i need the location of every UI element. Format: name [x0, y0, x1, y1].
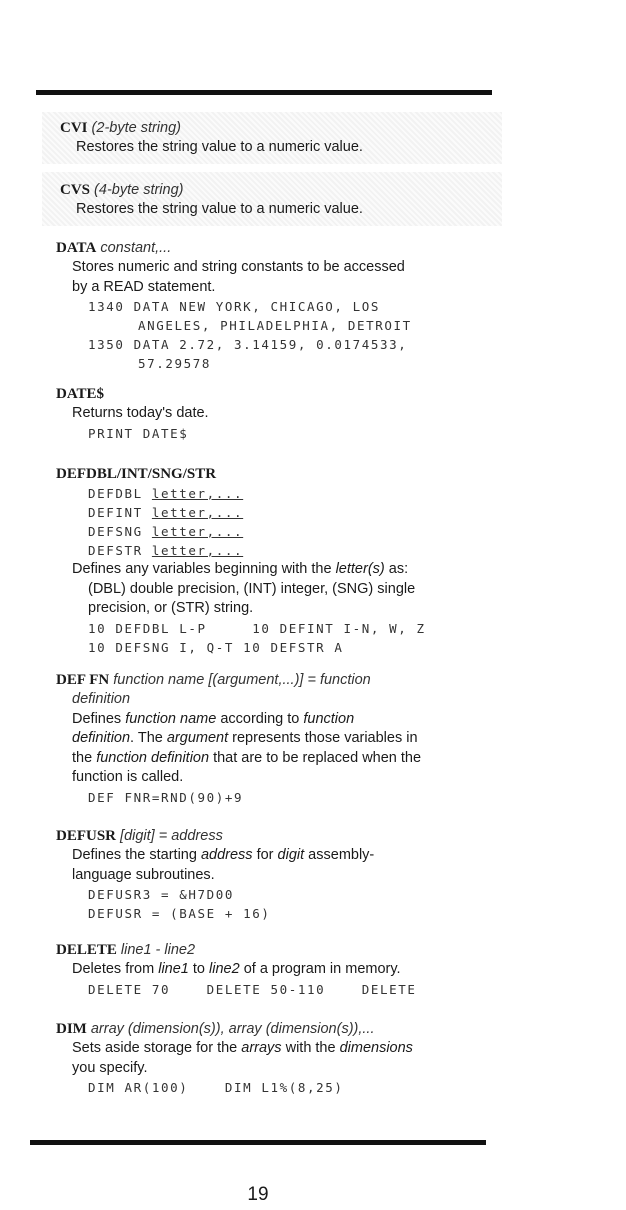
entry-dim	[56, 1019, 486, 1097]
desc-cvi: Restores the string value to a numeric value.	[76, 139, 363, 155]
text: Defines	[72, 710, 126, 727]
entry-defdbl	[56, 464, 486, 657]
desc-dates: Returns today's date.	[72, 405, 209, 421]
code-line: DEFUSR = (BASE + 16)	[88, 906, 271, 921]
code-line: 1340 DATA NEW YORK, CHICAGO, LOS	[88, 299, 381, 314]
text: the	[72, 749, 97, 766]
text-italic: function definition	[96, 749, 210, 766]
letter-arg: letter,...	[151, 524, 244, 539]
desc-cvs: Restores the string value to a numeric value.	[76, 201, 363, 217]
text: according to	[216, 710, 304, 727]
letter-arg: letter,...	[151, 486, 244, 501]
text: with the	[281, 1040, 340, 1056]
bottom-rule	[30, 1140, 486, 1145]
arg-cvi: (2-byte string)	[91, 120, 181, 136]
code-line: 57.29578	[138, 356, 212, 371]
keyword-cvi: CVI	[60, 120, 88, 136]
entry-deffn	[56, 670, 486, 807]
keyword-dim: DIM	[56, 1021, 87, 1037]
letter-arg: letter,...	[151, 543, 244, 558]
text: of a program in memory.	[239, 961, 401, 977]
text: represents those variables in	[228, 730, 418, 746]
code-line: ANGELES, PHILADELPHIA, DETROIT	[138, 318, 412, 333]
keyword-cvs: CVS	[60, 182, 91, 198]
entry-delete	[56, 940, 486, 999]
code-line: DEFUSR3 = &H7D00	[88, 887, 235, 902]
arg-data: constant,...	[100, 240, 172, 256]
cmd-defint: DEFINT	[88, 505, 143, 520]
arg-deffn: function name [(argument,...)] = function	[113, 672, 371, 688]
text: assembly-	[304, 847, 375, 863]
text-italic: function name	[125, 710, 217, 727]
code-line: 1350 DATA 2.72, 3.14159, 0.0174533,	[88, 337, 408, 352]
text-italic: function	[303, 710, 355, 727]
letter-arg: letter,...	[151, 505, 244, 520]
keyword-delete: DELETE	[56, 942, 117, 958]
code-line: PRINT DATE$	[88, 425, 189, 441]
arg-dim: array (dimension(s)), array (dimension(s)),...	[90, 1021, 375, 1037]
text: for	[252, 847, 278, 863]
text: as:	[384, 561, 409, 577]
entry-cvs	[60, 180, 490, 220]
desc-data-1: Stores numeric and string constants to be accessed	[72, 259, 405, 275]
text-italic: address	[200, 847, 253, 863]
text-italic: argument	[166, 730, 229, 746]
keyword-data: DATA	[56, 240, 97, 256]
cmd-defdbl: DEFDBL	[88, 486, 143, 501]
desc-defdbl-2: (DBL) double precision, (INT) integer, (SNG) single	[88, 580, 416, 597]
text-italic: dimensions	[339, 1040, 413, 1056]
keyword-defdbl: DEFDBL/INT/SNG/STR	[56, 466, 217, 482]
code-line: 10 DEFDBL L-P 10 DEFINT I-N, W, Z	[88, 620, 426, 636]
entry-data	[56, 238, 486, 373]
text: . The	[130, 730, 167, 746]
cmd-defstr: DEFSTR	[88, 543, 143, 558]
arg-delete: line1 - line2	[120, 942, 196, 958]
code-line: DEF FNR=RND(90)+9	[88, 789, 244, 805]
desc-dim-2: you specify.	[72, 1059, 148, 1076]
code-line: 10 DEFSNG I, Q-T 10 DEFSTR A	[88, 639, 344, 655]
text: Defines any variables beginning with the	[72, 561, 336, 577]
text: Defines the starting	[72, 847, 201, 863]
desc-defdbl-3: precision, or (STR) string.	[88, 600, 254, 616]
text-italic: definition	[72, 730, 131, 746]
text-italic: arrays	[241, 1040, 282, 1056]
text: to	[188, 961, 210, 977]
cmd-defsng: DEFSNG	[88, 524, 143, 539]
arg-defusr: [digit] = address	[120, 828, 223, 844]
code-line: DIM AR(100) DIM L1%(8,25)	[88, 1080, 344, 1095]
code-line: DELETE 70 DELETE 50-110 DELETE	[88, 981, 417, 997]
desc-defusr-2: language subroutines.	[72, 866, 215, 883]
top-rule	[36, 90, 492, 95]
entry-defusr	[56, 826, 486, 923]
keyword-dates: DATE$	[56, 386, 105, 402]
entry-dates	[56, 384, 486, 443]
text-italic: line2	[209, 961, 240, 977]
arg-deffn-2: definition	[72, 691, 131, 707]
entry-cvi	[60, 118, 490, 158]
text-italic: letter(s)	[335, 561, 385, 577]
text: Sets aside storage for the	[72, 1040, 242, 1056]
desc-deffn-4: function is called.	[72, 769, 184, 785]
text: that are to be replaced when the	[209, 749, 422, 766]
text-italic: line1	[158, 961, 189, 977]
keyword-deffn: DEF FN	[56, 672, 110, 688]
desc-data-2: by a READ statement.	[72, 278, 216, 295]
text: Deletes from	[72, 961, 159, 977]
arg-cvs: (4-byte string)	[94, 182, 184, 198]
text-italic: digit	[277, 847, 305, 863]
keyword-defusr: DEFUSR	[56, 828, 117, 844]
page-number: 19	[247, 1184, 269, 1205]
